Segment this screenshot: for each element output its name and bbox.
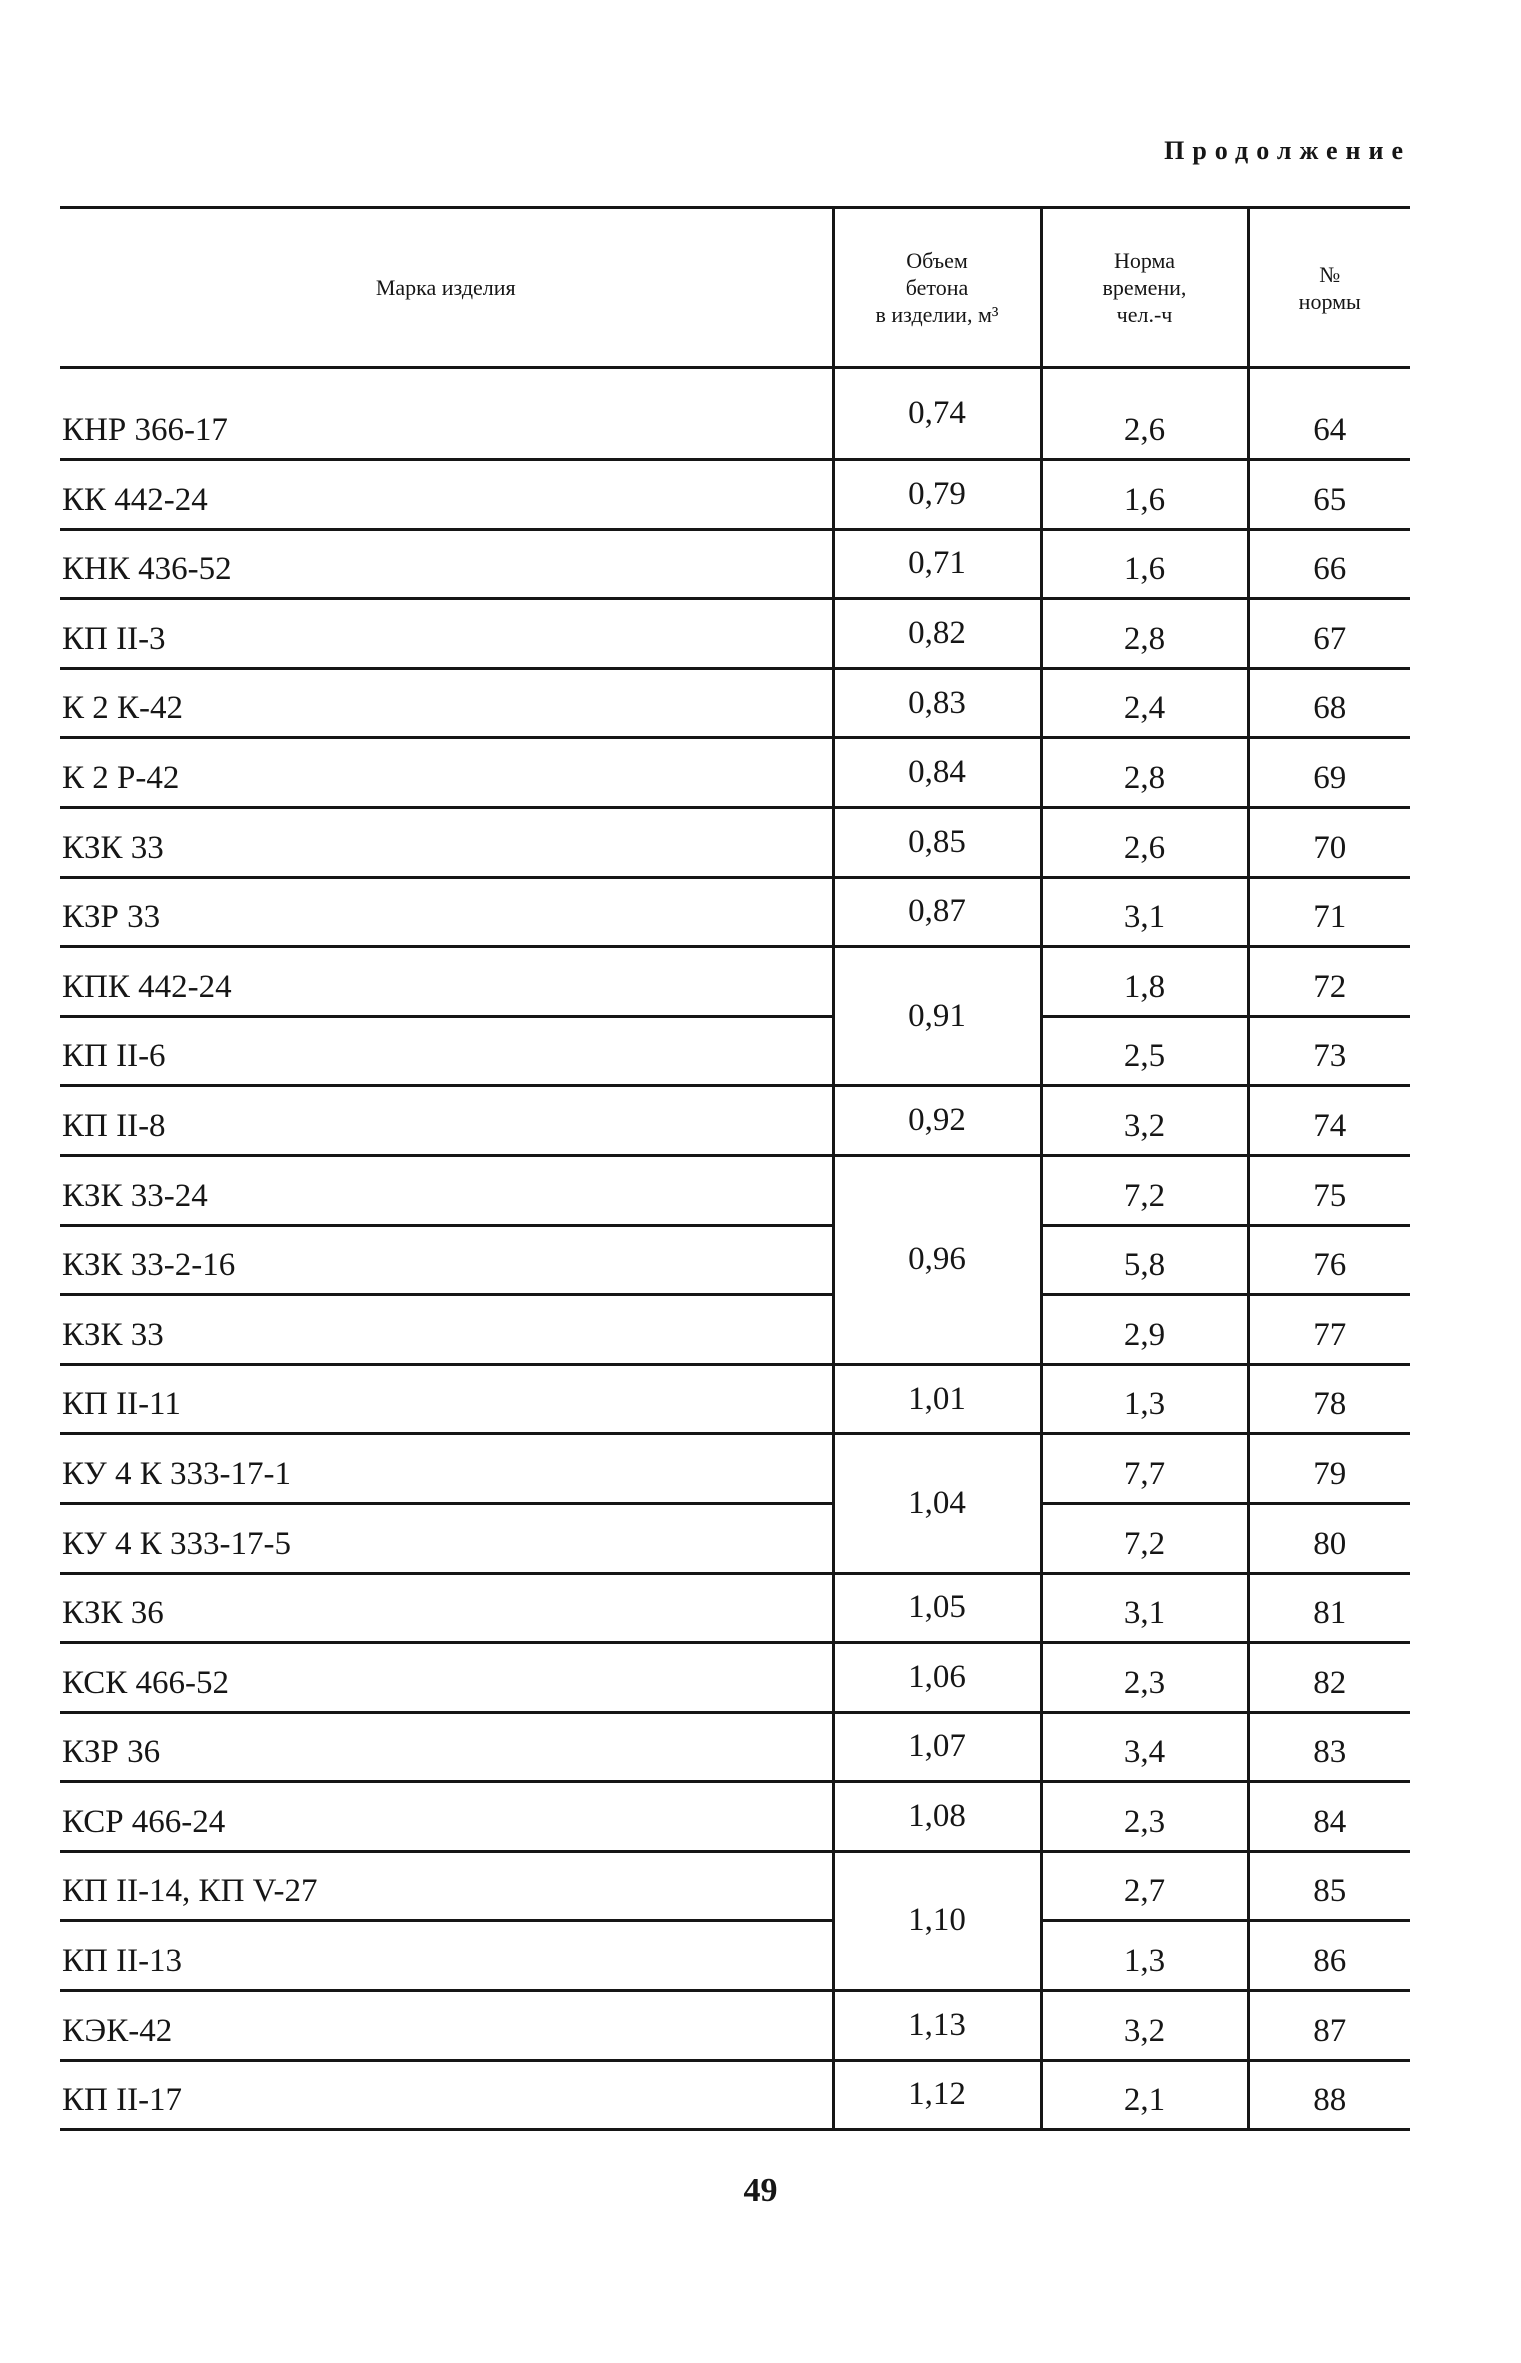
cell-time: 3,1 — [1041, 877, 1248, 947]
cell-norm: 74 — [1248, 1086, 1410, 1156]
cell-mark: КСР 466-24 — [60, 1782, 833, 1852]
cell-norm: 70 — [1248, 807, 1410, 877]
cell-mark: КП II-17 — [60, 2060, 833, 2130]
table-row — [60, 460, 1410, 530]
table-row — [60, 368, 1410, 460]
table-row — [60, 1364, 1410, 1434]
cell-volume: 0,83 — [833, 668, 1041, 738]
cell-mark: КП II-6 — [60, 1016, 833, 1086]
cell-norm: 79 — [1248, 1434, 1410, 1504]
cell-time: 1,6 — [1041, 529, 1248, 599]
cell-norm: 71 — [1248, 877, 1410, 947]
table-row — [60, 1155, 1410, 1225]
cell-volume: 0,79 — [833, 460, 1041, 530]
cell-volume: 1,08 — [833, 1782, 1041, 1852]
cell-norm: 64 — [1248, 368, 1410, 460]
cell-mark: КП II-8 — [60, 1086, 833, 1156]
cell-norm: 86 — [1248, 1921, 1410, 1991]
cell-mark: КЗК 33 — [60, 807, 833, 877]
cell-mark: КЗК 33-2-16 — [60, 1225, 833, 1295]
cell-norm: 68 — [1248, 668, 1410, 738]
cell-norm: 81 — [1248, 1573, 1410, 1643]
table-row — [60, 1782, 1410, 1852]
table-row — [60, 947, 1410, 1017]
table-row — [60, 1921, 1410, 1991]
table-row — [60, 1016, 1410, 1086]
table-row — [60, 599, 1410, 669]
table-row — [60, 1712, 1410, 1782]
cell-mark: КЗК 33 — [60, 1295, 833, 1365]
cell-time: 1,3 — [1041, 1364, 1248, 1434]
cell-time: 2,5 — [1041, 1016, 1248, 1086]
cell-mark: КНК 436-52 — [60, 529, 833, 599]
cell-time: 2,1 — [1041, 2060, 1248, 2130]
cell-mark: КП II-14, КП V-27 — [60, 1851, 833, 1921]
table-row — [60, 1295, 1410, 1365]
cell-mark: КЭК-42 — [60, 1991, 833, 2061]
cell-volume: 0,85 — [833, 807, 1041, 877]
cell-time: 1,3 — [1041, 1921, 1248, 1991]
cell-norm: 88 — [1248, 2060, 1410, 2130]
cell-volume: 1,12 — [833, 2060, 1041, 2130]
cell-norm: 84 — [1248, 1782, 1410, 1852]
cell-norm: 73 — [1248, 1016, 1410, 1086]
table-row — [60, 1573, 1410, 1643]
header-norm-line: нормы — [1298, 288, 1361, 314]
cell-norm: 69 — [1248, 738, 1410, 808]
table-row — [60, 668, 1410, 738]
cell-norm: 87 — [1248, 1991, 1410, 2061]
cell-mark: КЗК 36 — [60, 1573, 833, 1643]
header-norm — [1248, 208, 1410, 368]
cell-mark: КП II-11 — [60, 1364, 833, 1434]
table-row — [60, 2060, 1410, 2130]
cell-time: 5,8 — [1041, 1225, 1248, 1295]
table-row — [60, 738, 1410, 808]
cell-time: 2,3 — [1041, 1782, 1248, 1852]
header-volume-line: бетона — [905, 275, 969, 300]
cell-time: 2,7 — [1041, 1851, 1248, 1921]
cell-time: 2,3 — [1041, 1643, 1248, 1713]
cell-mark: КП II-3 — [60, 599, 833, 669]
cell-time: 7,2 — [1041, 1155, 1248, 1225]
cell-norm: 66 — [1248, 529, 1410, 599]
cell-volume: 0,87 — [833, 877, 1041, 947]
table-row — [60, 1643, 1410, 1713]
table-row — [60, 529, 1410, 599]
table-row — [60, 1851, 1410, 1921]
cell-time: 3,2 — [1041, 1991, 1248, 2061]
cell-norm: 82 — [1248, 1643, 1410, 1713]
header-mark-text: Марка изделия — [375, 275, 516, 300]
cell-volume: 1,04 — [833, 1434, 1041, 1573]
cell-volume: 0,82 — [833, 599, 1041, 669]
cell-time: 2,6 — [1041, 368, 1248, 460]
table-body — [60, 368, 1410, 2130]
cell-time: 2,9 — [1041, 1295, 1248, 1365]
cell-norm: 78 — [1248, 1364, 1410, 1434]
cell-norm: 83 — [1248, 1712, 1410, 1782]
continuation-label: Продолжение — [1164, 136, 1411, 165]
table-row — [60, 1225, 1410, 1295]
norms-table — [60, 206, 1410, 2131]
cell-time: 3,4 — [1041, 1712, 1248, 1782]
cell-mark: КП II-13 — [60, 1921, 833, 1991]
header-time-line: чел.-ч — [1116, 302, 1173, 327]
cell-time: 2,6 — [1041, 807, 1248, 877]
cell-volume: 0,96 — [833, 1155, 1041, 1364]
cell-volume: 0,91 — [833, 947, 1041, 1086]
cell-mark: К 2 Р-42 — [60, 738, 833, 808]
cell-time: 2,8 — [1041, 599, 1248, 669]
cell-mark: КК 442-24 — [60, 460, 833, 530]
cell-norm: 76 — [1248, 1225, 1410, 1295]
cell-volume: 0,71 — [833, 529, 1041, 599]
cell-volume: 1,07 — [833, 1712, 1041, 1782]
cell-time: 2,8 — [1041, 738, 1248, 808]
cell-mark: КПК 442-24 — [60, 947, 833, 1017]
cell-time: 7,2 — [1041, 1503, 1248, 1573]
cell-mark: К 2 К-42 — [60, 668, 833, 738]
cell-norm: 67 — [1248, 599, 1410, 669]
cell-time: 7,7 — [1041, 1434, 1248, 1504]
header-volume-line: в изделии, м³ — [875, 302, 999, 327]
cell-norm: 80 — [1248, 1503, 1410, 1573]
header-time — [1041, 208, 1248, 368]
header-volume-line: Объем — [906, 248, 968, 273]
table-header-row — [60, 208, 1410, 368]
cell-volume: 1,06 — [833, 1643, 1041, 1713]
cell-mark: КЗР 33 — [60, 877, 833, 947]
table-row — [60, 877, 1410, 947]
cell-time: 3,1 — [1041, 1573, 1248, 1643]
cell-norm: 65 — [1248, 460, 1410, 530]
cell-mark: КСК 466-52 — [60, 1643, 833, 1713]
header-time-line: Норма — [1113, 248, 1176, 273]
header-norm-line: № — [1319, 261, 1341, 287]
cell-norm: 75 — [1248, 1155, 1410, 1225]
cell-volume: 1,05 — [833, 1573, 1041, 1643]
cell-volume: 1,10 — [833, 1851, 1041, 1990]
cell-volume: 0,92 — [833, 1086, 1041, 1156]
cell-volume: 0,74 — [833, 368, 1041, 460]
header-mark — [60, 208, 833, 368]
cell-volume: 1,01 — [833, 1364, 1041, 1434]
cell-time: 1,6 — [1041, 460, 1248, 530]
cell-norm: 77 — [1248, 1295, 1410, 1365]
cell-time: 2,4 — [1041, 668, 1248, 738]
cell-norm: 85 — [1248, 1851, 1410, 1921]
cell-mark: КЗК 33-24 — [60, 1155, 833, 1225]
table-row — [60, 1991, 1410, 2061]
cell-mark: КНР 366-17 — [60, 368, 833, 460]
cell-volume: 0,84 — [833, 738, 1041, 808]
cell-time: 1,8 — [1041, 947, 1248, 1017]
cell-norm: 72 — [1248, 947, 1410, 1017]
cell-mark: КУ 4 К 333-17-5 — [60, 1503, 833, 1573]
table-row — [60, 807, 1410, 877]
cell-time: 3,2 — [1041, 1086, 1248, 1156]
table-row — [60, 1086, 1410, 1156]
cell-mark: КЗР 36 — [60, 1712, 833, 1782]
page-number: 49 — [743, 2172, 778, 2209]
table-row — [60, 1434, 1410, 1504]
header-time-line: времени, — [1102, 275, 1187, 300]
cell-volume: 1,13 — [833, 1991, 1041, 2061]
table-row — [60, 1503, 1410, 1573]
header-volume — [833, 208, 1041, 368]
cell-mark: КУ 4 К 333-17-1 — [60, 1434, 833, 1504]
